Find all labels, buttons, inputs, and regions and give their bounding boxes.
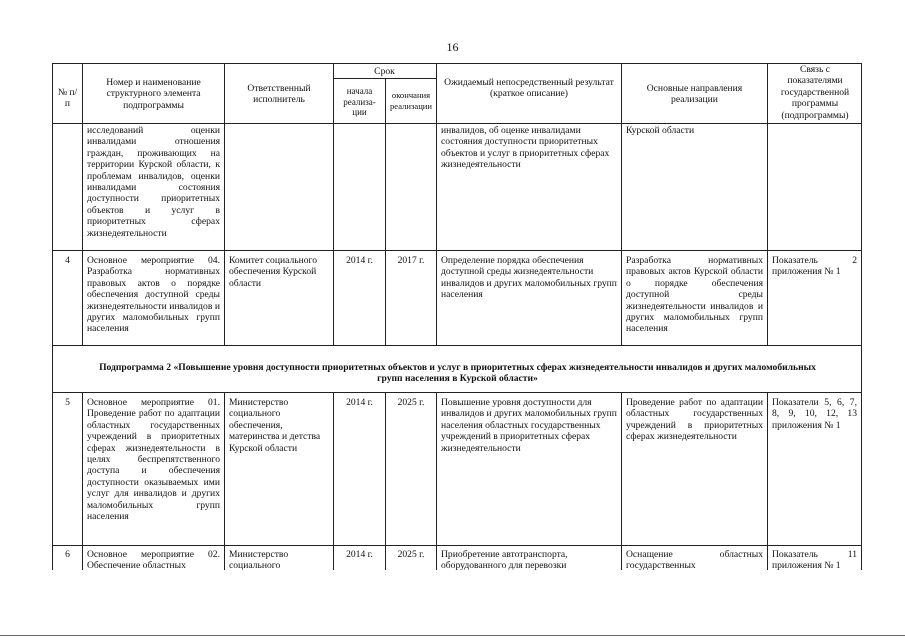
row-6-start: 2014 г.: [346, 549, 373, 560]
header-start: начала реализа-ции: [343, 86, 376, 117]
row-continued-result: инвалидов, об оценке инвалидами состояния доступности приоритетных объектов и услуг в приоритетных сферах жизнедеятельности: [441, 125, 610, 171]
row-4-start: 2014 г.: [346, 255, 373, 266]
row-4-link: Показатель 2 приложения № 1: [772, 255, 857, 278]
page-number: 16: [446, 40, 459, 54]
row-5-name: Основное мероприятие 01. Проведение работ по адаптации областных государственных учреждений в приоритетных сферах жизнедеятельности в целях беспрепятственного доступа и обеспечения доступности оказываемых ими услуг для инвалидов и других маломобильных групп населения: [87, 397, 220, 523]
row-4-responsible: Комитет социального обеспечения Курской области: [229, 255, 318, 289]
row-6-link: Показатель 11 приложения № 1: [772, 549, 857, 570]
subprogram-heading: Подпрограмма 2 «Повышение уровня доступности приоритетных объектов и услуг в приоритетных сферах жизнедеятельности инвалидов и других маломобильных групп населения в Курской области»: [99, 362, 816, 385]
page-edge-rule: [0, 635, 905, 636]
row-5-start: 2014 г.: [346, 397, 373, 408]
row-5-end: 2025 г.: [397, 397, 425, 408]
row-6-end: 2025 г.: [397, 549, 425, 560]
row-continued-directions: Курской области: [626, 125, 695, 136]
row-4-name: Основное мероприятие 04. Разработка нормативных правовых актов о порядке обеспечения доступной среды жизнедеятельности инвалидов и других маломобильных групп населения: [87, 255, 220, 335]
header-num: № п/п: [57, 87, 78, 110]
row-4-directions: Разработка нормативных правовых актов Курской области о порядке обеспечения доступной среды жизнедеятельности инвалидов и других маломобильных групп населения: [626, 255, 763, 335]
header-name: Номер и наименование структурного элемента подпрограммы: [106, 77, 201, 111]
row-continued-name: исследований оценки инвалидами отношения граждан, проживающих на территории Курской области, к проблемам инвалидов, оценки инвалидами состояния доступности приоритетных объектов и услуг в приоритетных сферах жизнедеятельности: [87, 125, 220, 239]
header-responsible: Ответственный исполнитель: [247, 83, 311, 106]
row-6-directions: Оснащение областных государственных: [626, 549, 763, 570]
row-6-responsible: Министерство социального: [229, 549, 289, 570]
row-4-result: Определение порядка обеспечения доступной среды жизнедеятельности инвалидов и других маломобильных групп населения: [441, 255, 617, 301]
row-5-directions: Проведение работ по адаптации областных государственных учреждений в приоритетных сферах жизнедеятельности: [626, 397, 763, 443]
header-result: Ожидаемый непосредственный результат (краткое описание): [444, 77, 614, 100]
header-link: Связь с показателями государственной программы (подпрограммы): [780, 64, 850, 121]
row-6-num: 6: [65, 549, 70, 560]
header-directions: Основные направления реализации: [646, 83, 743, 106]
header-term: Срок: [374, 66, 395, 77]
row-6-result: Приобретение автотранспорта, оборудованного для перевозки: [441, 549, 568, 570]
row-4-num: 4: [65, 255, 70, 266]
row-4-end: 2017 г.: [397, 255, 425, 266]
row-5-link: Показатели 5, 6, 7, 8, 9, 10, 12, 13 приложения № 1: [772, 397, 857, 431]
row-5-result: Повышение уровня доступности для инвалидов и других маломобильных групп населения областных государственных учреждений в приоритетных сферах жизнедеятельности: [441, 397, 617, 454]
row-5-num: 5: [65, 397, 70, 408]
row-6-name: Основное мероприятие 02. Обеспечение областных: [87, 549, 220, 570]
row-5-responsible: Министерство социального обеспечения, материнства и детства Курской области: [229, 397, 321, 454]
header-end: окончания реализации: [390, 90, 432, 111]
